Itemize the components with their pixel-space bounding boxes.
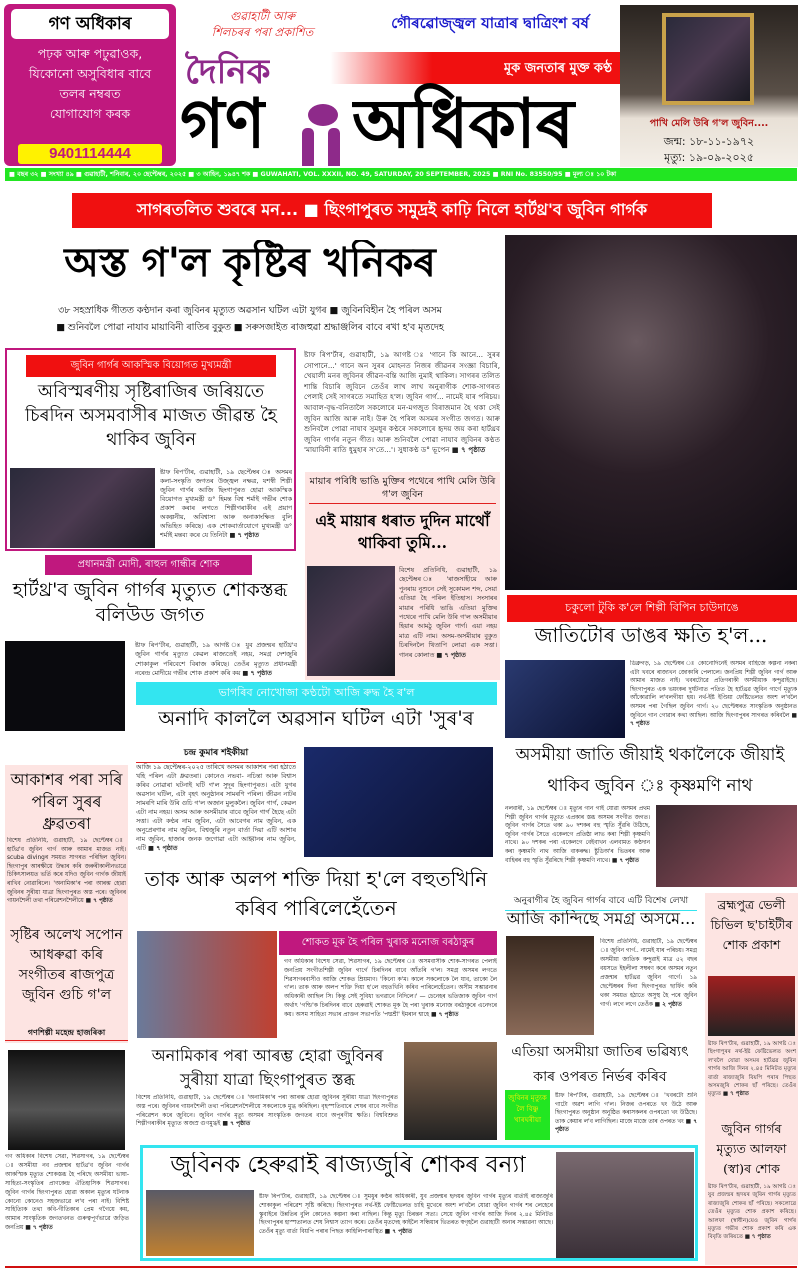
sur-body: আজি ১৯ ছেপ্টেম্বৰ-২০২৫ তাৰিখে অসমৰ আকাশৰ পৰা হঠাতে খহি পৰিল এটা ধ্ৰুৱতৰা। কোনেও নভবা- নচিন্তা আৰু বিশ্বাস কৰিব নোৱাৰা ঘটনাই ঘটি গ'ল সুদূৰ ছিংগাপুৰত। এটা যুগৰ অৱসান ঘটিল, এটা বৃহৎ অনুষ্ঠানৰ সামৰণি পৰিল। জীৱন নাটৰ সামৰণি মাৰি উৰি গুচি গ'ল অজান মুলুকলৈ। জুবিন গাৰ্গ, কেৱল এটা নাম নহয়। অসম আৰু অসমীয়াৰ বাবে জুবিন গাৰ্গ হৈছে এটা সত্তা। এটা কণ্ঠৰ নাম জুবিন, এটা আবেগৰ নাম জুবিন, এক অনুপ্ৰেৰণাৰ নাম জুবিন, বিশ্বজুৰি নতুন বাৰ্তা দিয়া এটি আশাৰ নাম জুবিন, হাজাৰ জনক জগোৱা এটা আহ্বানৰ নাম জুবিন, এটি [136, 764, 296, 852]
civil-photo [708, 976, 795, 1036]
continue-link[interactable]: ■ ৭ পৃষ্ঠাত [148, 845, 178, 852]
kandise-photo [506, 936, 594, 1035]
krishnamoni-body: নলবাৰী, ১৯ ছেপ্টেম্বৰ ঃ মৃত্যুৰ গান গাই যোৱা অসমৰ প্ৰথম শিল্পী জুবিন গাৰ্গৰ মৃত্যুত এপ্ৰকাৰ স্তব্ধ অসমৰ সংগীত জগত। জুবিন গাৰ্গৰ সৈতে থকা ৯০ দশকৰ বহু স্মৃতি সুঁৱৰি উঠিছে, জুবিন গাৰ্গৰ সৈতে একেলগে প্ৰতিষ্ঠা লাভ কৰা শিল্পী কৃষ্ণমণি নাথে। ৯০ দশকৰ পৰা একেলগে বেইবাখন এলবামত কণ্ঠদান কৰা কৃষ্ণমণি নাথ আজি বাকৰুদ্ধ। ষ্টুডিঅ'ৰ ভিতৰৰ আৰু বাহিৰৰ বহু স্মৃতি সুঁৱৰিছে শিল্পী কৃষ্ণমণি নাথে। [505, 806, 650, 864]
quote-headline: সৃষ্টিৰ অলেখ সপোন আধৰুৱা কৰি সংগীতৰ ৰাজপুত্ৰ জুবিন গুচি গ'ল [10, 927, 123, 1003]
maya-photo [307, 566, 395, 676]
civil-headline: ব্ৰহ্মপুত্ৰ ভেলী চিভিল ছ'চাইটীৰ শোক প্ৰকাশ [710, 897, 793, 952]
pm-body: ষ্টাফ ৰিপ'ৰ্টাৰ, গুৱাহাটী, ১৯ আগষ্ট ঃ যুব প্ৰজন্মৰ হাৰ্টথ্ৰ'ব জুবিন গাৰ্গৰ মৃত্যুত কেৱল ৰাজ্যতেই নহয়, সমগ্ৰ দেশজুৰি শোকাকুল পৰিবেশে বিৰাজ কৰিছে। তেওঁৰ মৃত্যুত প্ৰধানমন্ত্ৰী নৰেন্দ্ৰ মোদীয়ে গভীৰ শোক প্ৰকাশ কৰি কয় [135, 642, 297, 678]
continue-link[interactable]: ■ ৭ পৃষ্ঠাত [744, 1234, 771, 1241]
tribute-caption: পাখি মেলি উৰি গ'ল জুবিন.... [649, 118, 769, 129]
death-date: মৃত্যু: ১৯-০৯-২০২৫ [664, 151, 754, 164]
jati-photo [505, 660, 625, 738]
manoj-photo [137, 931, 277, 1038]
manoj-label: শোকত মূক হৈ পৰিল খুৰাক মনোজ বৰঠাকুৰ [279, 931, 497, 955]
pm-label: প্ৰধানমন্ত্ৰী মোদী, ৰাহুল গান্ধীৰ শোক [45, 555, 252, 575]
shakti-headline: তাক আৰু অলপ শক্তি দিয়া হ'লে বহুতখিনি কৰিব পাৰিলেহেঁতেন [144, 867, 488, 920]
continue-link[interactable]: ■ ৭ পৃষ্ঠাত [722, 1091, 749, 1098]
continue-link[interactable]: ■ ৭ পৃষ্ঠাত [611, 857, 639, 864]
masthead-logo-figures [298, 104, 348, 166]
published-from: শিলচৰৰ পৰা প্ৰকাশিত [211, 25, 314, 39]
flood-headline: জুবিনক হেৰুৱাই ৰাজ্যজুৰি শোকৰ বন্যা [170, 1152, 526, 1178]
maya-kicker: মায়াৰ পৰিধি ভাঙি মুক্তিৰ পথেৰে পাখি মেলি উৰি গ'ল জুবিন [309, 475, 496, 504]
masthead-name-left: গণ [180, 84, 266, 164]
kandise-headline: আজি কান্দিছে সমগ্ৰ অসমে... [506, 910, 696, 928]
anniversary-text: গৌৰৱোজ্জ্বল যাত্ৰাৰ দ্বাত্ৰিংশ বৰ্ষ [391, 14, 589, 32]
cm-headline: অবিস্মৰণীয় সৃষ্টিৰাজিৰ জৰিয়তে চিৰদিন অসমবাসীৰ মাজত জীৱন্ত হৈ থাকিব জুবিন [25, 382, 277, 450]
contact-ad [4, 4, 176, 166]
kandise-body: বিশেষ প্ৰতিনিধি, গুৱাহাটী, ১৯ ছেপ্টেম্বৰ ঃ জুবিন গাৰ্গ.. নামেই যাৰ পৰিচয়। সমগ্ৰ অসমীয়া জাতিক কন্দুৱাই মাত্ৰ ৫২ বছৰ বয়সতে ইহলীলা সম্বৰণ কৰে অসমৰ নতুন প্ৰজন্মৰ হাৰ্টথ্ৰৱ জুবিন গাৰ্গে। ১৯ ছেপ্টেম্বৰৰ দিনা ছিংগাপুৰত ছাৰ্ফিং কৰি থকা সময়ত হঠাতে অসুস্থ হৈ পৰে জুবিন গাৰ্গ। লগে লগে তেওঁক [600, 939, 697, 1008]
bhobishyot-tag: জুবিনৰ মৃত্যুক লৈ বিষ্ণু খাৰঘৰীয়া [505, 1090, 550, 1140]
continue-link[interactable]: ■ ৭ পৃষ্ঠাত [555, 1118, 697, 1134]
pm-photo [5, 641, 125, 731]
ulfa-headline: জুবিন গাৰ্গৰ মৃত্যুত আলফা (স্বা)ৰ শোক [716, 1121, 787, 1176]
continue-link[interactable]: ■ ২ পৃষ্ঠাত [654, 1002, 682, 1008]
far-right-column [705, 893, 798, 1265]
continue-link[interactable]: ■ ৭ পৃষ্ঠাত [630, 712, 797, 728]
tagline: মূক জনতাৰ মুক্ত কণ্ঠ [503, 61, 612, 76]
bw-photo [8, 1050, 125, 1150]
jati-label: চকুলো টুকি ক'লে শিল্পী বিপিন চাউদাঙে [507, 595, 797, 622]
lead-photo [505, 235, 797, 590]
sur-author: চন্দ্ৰ কুমাৰ শইকীয়া [136, 745, 296, 763]
tagline-bar [330, 52, 622, 84]
ad-logo: গণ অধিকাৰ [11, 9, 169, 39]
continue-link[interactable]: ■ ৭ পৃষ্ঠাত [222, 1120, 251, 1128]
kandise-kicker: অনুৰাগীৰ হৈ জুবিন গাৰ্গৰ বাবে এটি বিশেষ লেখা [505, 893, 697, 911]
tribute-panel [620, 5, 798, 167]
sivasagar-body: গণ অধিকাৰ বিশেষ সেৱা, শিৱসাগৰ, ১৯ ছেপ্টেম্বৰ ঃ অসমীয়া নব প্ৰজন্মৰ হাৰ্টথ্ৰ'ব জুবিন গাৰ্গৰ আকস্মিক মৃত্যুত শোকস্তব্ধ হৈ পৰিছে অসমীয়া ভাষা-সাহিত্য-সংস্কৃতিৰ প্ৰাণকেন্দ্ৰ ঐতিহাসিক শিৱসাগৰ। জুবিন গাৰ্গৰ ছিংগাপুৰত হোৱা অকাল মৃত্যুৰ ঘটনাক কোনো কোনেও সহজভাৱে ল'ব পৰা নাই। বিশিষ্ট সাহিত্যিক তথা কবি-গীতিকাৰ প্ৰেম গগৈয়ে কয়, আমাৰ সাংস্কৃতিক জগতখনত গুৰুত্বপূৰ্ণভাৱে জড়িত জনপ্ৰিয় [5, 1154, 129, 1232]
published-from: গুৱাহাটী আৰু [230, 9, 295, 23]
birth-date: জন্ম: ১৮-১১-১৯৭২ [663, 135, 755, 148]
maya-headline: এই মায়াৰ ধৰাত দুদিন মাথোঁ থাকিবা তুমি... [315, 511, 490, 552]
ad-line: পঢ়ক আৰু পঢুৱাওক, [37, 46, 143, 61]
bottom-rule [5, 1266, 797, 1268]
lead-subhead: ■ শুনিবলৈ পোৱা নাযাব মায়াবিনী ৰাতিৰ বুকুত ■ সৰুসজাইত ৰাজহুৱা শ্ৰদ্ধাঞ্জলিৰ বাবে ৰখা হ'ব মৃতদেহ [56, 322, 444, 333]
lead-body: ষ্টাফ ৰিপ'ৰ্টাৰ, গুৱাহাটী, ১৯ আগষ্ট ঃ 'গানে কি আনে... সুৰৰ সোপানে...' গানে অন সুৰৰ মোহনত নিজৰ জীৱনৰ সংজ্ঞা বিচাৰি, খেয়ালী মনৰ জুবিনৰ জীৱন-বন্তি আজি নুমাই থাকিল। সাগৰৰ তলিত শান্তি বিচাৰি জুবিনে তেওঁৰ লাখ লাখ অনুৰাগীক শোক-সাগৰত পেলাই সেই সাগৰতে সমাহিত হ'ল। জুবিন গাৰ্গ... নামেই যাৰ পৰিচয়। আবাল-বৃদ্ধ-বনিতালৈ সকলোৰে মন-মগজুত বিৰাজমান হৈ থকা সেই জুবিন আজি আৰু নাই। উৰু হৈ পৰিল অসমৰ সংগীত জগত। আৰু শুনিবলৈ পোৱা নাযাব সুমধুৰ কণ্ঠৰে সকলোৰে হৃদয় জয় কৰা হাৰ্টথ্ৰব জুবিন গাৰ্গৰ নতুন গীত। আৰু শুনিবলৈ পোৱা নাযাব জুবিনৰ কণ্ঠত 'মায়াবিনী ৰাতি ধুমুহাৰ স'তে...'। সুধাকণ্ঠ ড° ভূপেন [304, 350, 500, 455]
ad-phone[interactable]: 9401114444 [18, 144, 162, 164]
lead-headline: অস্ত গ'ল কৃষ্টিৰ খনিকৰ [64, 240, 436, 286]
anamika-photo [404, 1042, 497, 1140]
sur-headline: অনাদি কাললৈ অৱসান ঘটিল এটা 'সুৰ'ৰ [158, 708, 474, 730]
bhobishyot-body: ষ্টাফ ৰিপ'ৰ্টাৰ, গুৱাহাটী, ১৯ ছেপ্টেম্বৰ ঃ 'খবৰটো শুনি গাটো অৱশ লাগি গ'ল। নিজৰ ওপৰতে খং উঠে আৰু ছিংগাপুৰত অনুষ্ঠান অনুষ্ঠিত কৰাসকলৰ ওপৰতো খং উঠিছে। তাক কেয়াৰ ল'ব লাগিছিল। মাজে মাজে তাৰ ওপৰত খং [555, 1093, 697, 1125]
flood-photo [146, 1190, 254, 1256]
lead-subhead: ৩৮ সহস্ৰাধিক গীতত কণ্ঠদান কৰা জুবিনৰ মৃত্যুত অৱসান ঘটিল এটা যুগৰ ■ জুবিনবিহীন হৈ পৰিল অসম [58, 305, 442, 316]
bhobishyot-headline: এতিয়া অসমীয়া জাতিৰ ভৱিষ্যৎ কাৰ ওপৰত নিৰ্ভৰ কৰিব [511, 1044, 689, 1085]
continue-link[interactable]: ■ ৭ পৃষ্ঠাত [25, 1225, 53, 1232]
flood-body: ষ্টাফ ৰিপ'ৰ্টাৰ, গুৱাহাটী, ১৯ ছেপ্টেম্বৰ ঃ সুমধুৰ কণ্ঠৰ অধিকাৰী, যুব প্ৰজন্মৰ হৃদয়ৰ জুবিন গাৰ্গৰ মৃত্যুৰ বাৰ্তাই ৰাজ্যজুৰি শোকাকুল পৰিৱেশ সৃষ্টি কৰিছে। ছিংগাপুৰত নৰ্থ-ইষ্ট ফেষ্টিভেলত চাহি মুখেৰে অংশ ল'বলৈ যোৱা জুবিন গাৰ্গৰ শৰ লেহেৰে স্কুবাইৰে উন্নতিৰ বুলি কোনেও কল্পনা কৰা নাছিল। কিন্তু মৃত্যু চিৰন্তন সত্য। সেয়ে জুবিন গাৰ্গৰ আজি দিনৰ ২.৪৫ মিনিটত ছিংগাপুৰৰ হাস্পতালত শেষ নিশ্বাস ত্যাগ কৰে। তেওঁৰ মৃতদেহ কাইলৈ সন্ধিয়াৰ ভিতৰত স্বগৃহলৈ গুৱাহাটী অনাৰ সম্ভাৱনা আছে। তেওঁৰ মৃত্যু বাৰ্তা বিয়পি পৰাৰ পিছত কাহিলিপাৰাস্থিত [259, 1194, 553, 1236]
dateline-strip: ■ বছৰ ৩২ ■ সংখ্যা ৪৯ ■ গুৱাহাটী, শনিবাৰ, ২০ ছেপ্টেম্বৰ, ২০২৫ ■ ৩ আহিন, ১৯৪৭ শক ■ GUWAHATI, VOL. XXXII, NO. 49, SATURDAY, 20 SEPTEMBER, 2025 ■ RNI No. 83550/95 ■ মূল্য ঃ ১০ টকা [5, 168, 797, 181]
jati-body: ডিব্ৰুগড়, ১৯ ছেপ্টেম্বৰ ঃ কোনোদিনেই অসমৰ বাহিজে কল্পনা নকৰা এটা খবৰে ৰাজ্যখন জোকাৰি পেলালে। জনপ্ৰিয় শিল্পী জুবিন গাৰ্গ আৰু আমাৰ মাজত নাই। খবৰটোৱে প্ৰতিগৰাকী অসমীয়াক কন্দুৱাইছে। ছিংগাপুৰত এক ভয়ংকৰ দুৰ্ঘটনাত পতিত হৈ হাৰ্টথ্ৰৱ জুবিন গাৰ্গে মৃত্যুক আঁকোৱালি ল'বলগীয়া হয়। নৰ্থ-ইষ্ট ইণ্ডিয়া ফেষ্টিভেলত অংশ ল'বলৈ অসমৰ পৰা গৈছিল জুবিন গাৰ্গ। ২০ ছেপ্টেম্বৰত সাংস্কৃতিক অনুষ্ঠানত জুবিনে গান গোৱাৰ কথা আছিল। আজি ছিংগাপুৰৰ সাগৰত কৰিবলৈ [630, 661, 797, 719]
anamika-body: বিশেষ প্ৰতিনিধি, গুৱাহাটী, ১৯ ছেপ্টেম্বৰ ঃ 'অনামিকা'ৰ পৰা আৰম্ভ হোৱা জুবিনৰ সুৰীয়া যাত্ৰা ছিংগাপুৰত অস্ত পৰে। জুবিনৰ গায়নশৈলী তথা পৰিৱেশনশৈলীয়ে সকলোকে মুগ্ধ কৰিছিল। বৃহস্পতিবাৰে শেষৰ বাবে সংগীত পৰিৱেশন কৰে জুবিনে। জুবিন গাৰ্গৰ মৃত্যু অসমৰ সাংস্কৃতিক জগতৰ বাবে অপূৰণীয় ক্ষতি। বিশ্ববিশ্ৰুত শিল্পীগৰাকীৰ মৃত্যুত অজস্ৰ গুণমুগ্ধই [136, 1094, 398, 1128]
pm-headline: হাৰ্টথ্ৰ'ব জুবিন গাৰ্গৰ মৃত্যুত শোকস্তব্ধ বলিউড জগত [12, 579, 288, 626]
sur-label: ভাগৰিব নোখোজা কণ্ঠটো আজি ৰুদ্ধ হৈ ৰ'ল [136, 682, 497, 705]
cm-body: ষ্টাফ ৰিপ'ৰ্টাৰ, গুৱাহাটী, ১৯ ছেপ্টেম্বৰ ঃ অসমৰ কলা-সংস্কৃতি জগতৰ উজ্জ্বল নক্ষত্ৰ, যশস্বী শিল্পী জুবিন গাৰ্গৰ আজি ছিংগাপুৰত হোৱা আকস্মিক বিয়োগত মুখ্যমন্ত্ৰী ড° হিমন্ত বিশ্ব শৰ্মাই গভীৰ শোক প্ৰকাশ কৰাৰ লগতে শিল্পীগৰাকীৰ এই প্ৰয়াণ অকল্পনীয়, অবিশ্বাস্য আৰু অনাকাংক্ষিত বুলি অভিহিত কৰিছে। এক শোকবাৰ্তাযোগে মুখ্যমন্ত্ৰী ড° শৰ্মাই মন্তব্য কৰে যে তিনিটা [160, 469, 292, 539]
continue-link[interactable]: ■ ৭ পৃষ্ঠাত [451, 445, 486, 455]
manoj-body: গণ অধিকাৰ বিশেষ সেৱা, শিৱসাগৰ, ১৯ ছেপ্টেম্বৰ ঃ অসমবাসীক শোক-সাগৰত পেলাই জনপ্ৰিয় সংগীতশিল্পী জুবিন গাৰ্গে চিৰদিনৰ বাবে আঁতৰি গ'ল। সমগ্ৰ অসমৰ লগতে শিৱসাগৰবাসীও আজি শোকত ম্ৰিয়মাণ। 'কিনো ক'ম। কালে সকলোকে লৈ যাব, তাকো লৈ গ'ল। তাক আৰু অলপ শক্তি দিয়া হ'লে বহুতখিনি কৰিব পাৰিলেহেঁতেন। অসীম সম্ভাৱনাৰ অধিকাৰী আছিল সি। কিন্তু সেই সুবিধা ভগৱানে নিদিলে।' — চেনেহৰ ভতিজাক জুবিন গাৰ্গ অৰ্থাৎ 'গল্ডি'ক চিৰদিনৰ বাবে হেৰুৱাই শোকত মূক হৈ পৰা খুৰাক মনোজ বৰঠাকুৰে এনেদৰে কয়। অসম সাহিত্য সভাৰ প্ৰাক্তন সভাপতি 'পদ্মশ্ৰী' ইমৰান শ্বাহে [284, 959, 497, 1018]
continue-link[interactable]: ■ ৭ পৃষ্ঠাত [430, 1011, 459, 1018]
ulfa-body: ষ্টাফ ৰিপ'ৰ্টাৰ, গুৱাহাটী, ১৯ আগষ্ট ঃ যুব প্ৰজন্মৰ হৃদয়ৰ জুবিন গাৰ্গৰ মৃত্যুত ৰাজ্যজুৰি শোকৰ ছাঁ পৰিছে। সকলোৱে তেওঁৰ মৃত্যুত শোক প্ৰকাশ কৰিছে। আলফা (স্বাধীন)য়েও জুবিন গাৰ্গৰ মৃত্যুত গভীৰ শোক প্ৰকাশ কৰি এক বিবৃতি জৰিয়তে [708, 1184, 796, 1241]
masthead-daily: দৈনিক [185, 52, 271, 92]
civil-body: ষ্টাফ ৰিপ'ৰ্টাৰ, গুৱাহাটী, ১৯ আগষ্ট ঃ ছিংগাপুৰৰ নৰ্থ-ইষ্ট ফেষ্টিভেলত অংশ ল'বলৈ যোৱা অসমৰ হাৰ্টথ্ৰৱ জুবিন গাৰ্গৰ আজি দিনৰ ২.৪৫ মিনিটত মৃত্যুৰ বাৰ্তা ৰাজ্যজুৰি বিয়পি পৰাৰ পিছত অসমজুৰি শোকৰ ছাঁ পৰিছে। তেওঁৰ মৃত্যুত [708, 1041, 796, 1098]
ad-line: যোগাযোগ কৰক [49, 106, 131, 121]
maya-story [305, 472, 500, 680]
continue-link[interactable]: ■ ৭ পৃষ্ঠাত [242, 670, 272, 678]
krishnamoni-headline: অসমীয়া জাতি জীয়াই থকালৈকে জীয়াই থাকিব জুবিন ঃ কৃষ্ণমণি নাথ [515, 745, 785, 796]
tribute-event-photo [556, 1152, 694, 1258]
akash-story [5, 765, 128, 1043]
cm-label: জুবিন গাৰ্গৰ আকস্মিক বিয়োগত মুখ্যমন্ত্ৰী [26, 355, 276, 377]
ad-line: যিকোনো অসুবিধাৰ বাবে [28, 66, 152, 81]
sur-photo [304, 747, 493, 857]
flood-story [140, 1145, 698, 1261]
ad-line: তলৰ নম্বৰত [59, 86, 121, 101]
krishnamoni-photo [656, 805, 797, 887]
continue-link[interactable]: ■ ৭ পৃষ্ঠাত [85, 898, 113, 905]
cm-story [5, 348, 296, 551]
continue-link[interactable]: ■ ৭ পৃষ্ঠাত [384, 1229, 413, 1236]
anamika-headline: অনামিকাৰ পৰা আৰম্ভ হোৱা জুবিনৰ সুৰীয়া যাত্ৰা ছিংগাপুৰত স্তব্ধ [151, 1046, 384, 1089]
cm-photo [10, 468, 155, 548]
quote-attribution: গণশিল্পী মহেন্দ্ৰ হাজৰিকা [5, 1027, 128, 1041]
top-banner: সাগৰতলিত শুবৰে মন... ■ ছিংগাপুৰত সমুদ্ৰই কাঢ়ি নিলে হাৰ্টথ্ৰ'ব জুবিন গাৰ্গক [72, 193, 712, 228]
maya-body: বিশেষ প্ৰতিনিধি, গুৱাহাটী, ১৯ ছেপ্টেম্বৰ ঃ 'ৰাজসাহীয়ে আৰু পুনৰায় নুশুনে সেই সুকোমল শব্দ, সেয়া এতিয়া হৈ পৰিল ইতিহাস। সংসাৰৰ মায়াৰ পৰিধি ভাঙি এতিয়া মুক্তিৰ পথেৰে পাখি মেলি উৰি গ'ল অসমীয়াৰ হিয়াৰ আমঠু জুবিন গাৰ্গ। এয়া নহয় মাত্ৰ এটি নাম। অসম-অসমীয়াৰ বুকুত চিৰদিনলৈ থিতাপি লোৱা এক সত্তা। গানৰ কোলাত [399, 567, 497, 659]
continue-link[interactable]: ■ ৭ পৃষ্ঠাত [436, 651, 466, 659]
tribute-photo [662, 13, 754, 105]
masthead-name-right: অধিকাৰ [352, 84, 575, 164]
akash-body: বিশেষ প্ৰতিনিধি, গুৱাহাটী, ১৯ ছেপ্টেম্বৰ ঃ হাৰ্টথ্ৰ'ব জুবিন গাৰ্গ আৰু আমাৰ মাজত নাই। scuba divingৰ সময়ত সাগৰত পৰিছিল জুবিন। ছিংগাপুৰ আৰক্ষীয়ে উদ্ধাৰ কৰি জৰুৰীকালীনভাৱে চিকিৎসালয়ত ভৰ্তি কৰে যদিও জুবিন গাৰ্গক জীয়াই ৰাখিব নোৱাৰিলে। 'অনামিকা'ৰ পৰা আৰম্ভ হোৱা জুবিনৰ সুৰীয়া যাত্ৰা ছিংগাপুৰত অস্ত পৰে। জুবিনৰ গায়নশৈলী তথা পৰিৱেশনশৈলীয়ে [7, 838, 126, 905]
jati-headline: জাতিটোৰ ডাঙৰ ক্ষতি হ'ল... [534, 624, 768, 647]
continue-link[interactable]: ■ ৭ পৃষ্ঠাত [229, 532, 259, 539]
akash-headline: আকাশৰ পৰা সৰি পৰিল সুৰৰ ধ্ৰুৱতৰা [10, 770, 123, 833]
